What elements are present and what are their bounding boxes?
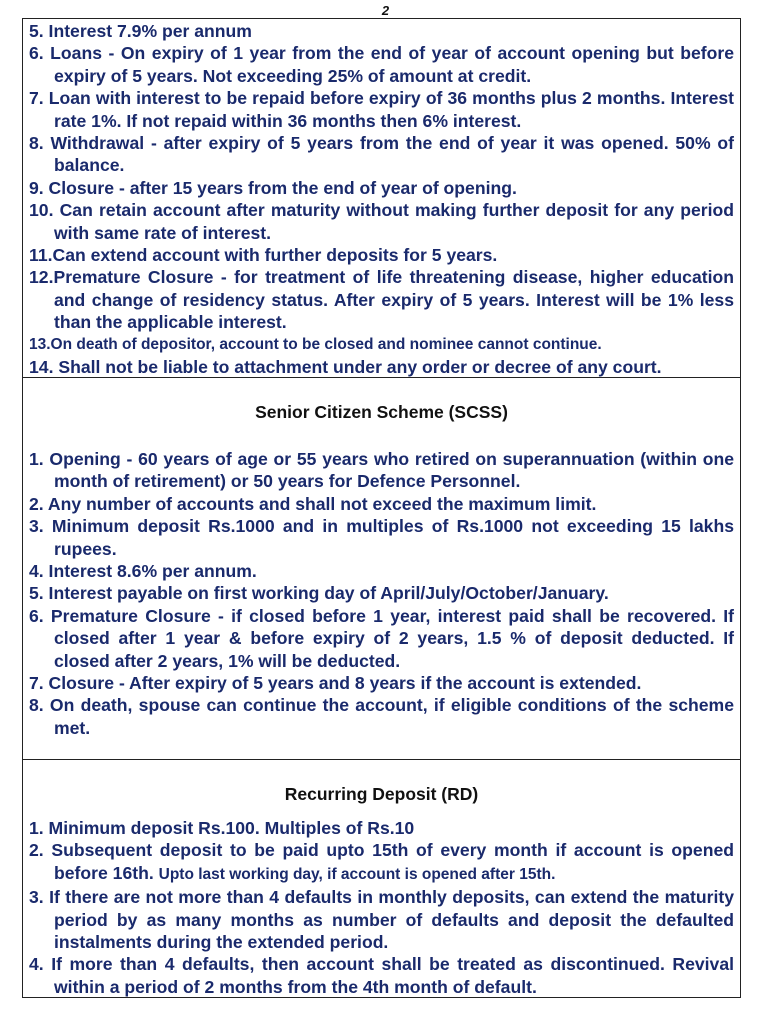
list-item: 10. Can retain account after maturity without making further deposit for any period with same rate of interest. xyxy=(29,200,734,243)
list-item: 14. Shall not be liable to attachment under any order or decree of any court. xyxy=(29,357,662,378)
list-item: 13.On death of depositor, account to be closed and nominee cannot continue. xyxy=(29,335,602,353)
list-item: 1. Minimum deposit Rs.100. Multiples of Rs.10 xyxy=(29,818,415,838)
rules-list xyxy=(23,817,740,998)
section-heading: Senior Citizen Scheme (SCSS) xyxy=(255,402,508,422)
list-item xyxy=(29,839,734,886)
list-item: 5. Interest 7.9% per annum xyxy=(29,21,252,41)
section-heading: Recurring Deposit (RD) xyxy=(284,784,479,804)
rules-list xyxy=(23,448,740,739)
list-item: 7. Loan with interest to be repaid before expiry of 36 months plus 2 months. Interest rate 1%. If not repaid within 36 months then 6% interest. xyxy=(29,88,734,131)
section-scss xyxy=(22,377,741,760)
list-item: 1. Opening - 60 years of age or 55 years who retired on superannuation (within one month of retirement) or 50 years for Defence Personnel. xyxy=(29,449,734,492)
list-item: 8. Withdrawal - after expiry of 5 years from the end of year it was opened. 50% of balance. xyxy=(29,133,734,176)
list-item: 4. Interest 8.6% per annum. xyxy=(29,561,257,582)
list-item: 3. Minimum deposit Rs.1000 and in multiples of Rs.1000 not exceeding 15 lakhs rupees. xyxy=(29,516,734,559)
list-item: 11.Can extend account with further deposits for 5 years. xyxy=(29,245,498,266)
list-item: 4. If more than 4 defaults, then account shall be treated as discontinued. Revival within a period of 2 months from the 4th month of default. xyxy=(29,954,734,997)
list-item-note: Upto last working day, if account is opened after 15th. xyxy=(158,865,556,883)
list-item: 3. If there are not more than 4 defaults in monthly deposits, can extend the maturity period by as many months as number of defaults and deposit the defaulted instalments during the extended period. xyxy=(29,887,734,953)
list-item: 5. Interest payable on first working day of April/July/October/January. xyxy=(29,583,609,604)
page-number: 2 xyxy=(381,3,390,18)
list-item: 12.Premature Closure - for treatment of life threatening disease, higher education and change of residency status. After expiry of 5 years. Interest will be 1% less than the applicable interest. xyxy=(29,267,734,333)
section-ppf-continued xyxy=(22,18,741,378)
list-item: 8. On death, spouse can continue the account, if eligible conditions of the scheme met. xyxy=(29,695,734,738)
list-item-text: 2. Subsequent deposit to be paid upto 15th of every month if account is opened before 16th. xyxy=(29,840,734,883)
list-item: 6. Premature Closure - if closed before 1 year, interest paid shall be recovered. If closed after 1 year & before expiry of 2 years, 1.5 % of deposit deducted. If closed after 2 years, 1% will be deducted. xyxy=(29,605,734,671)
list-item: 6. Loans - On expiry of 1 year from the end of year of account opening but before expiry of 5 years. Not exceeding 25% of amount at credit. xyxy=(29,43,734,86)
list-item: 2. Any number of accounts and shall not exceed the maximum limit. xyxy=(29,493,597,514)
list-item: 9. Closure - after 15 years from the end of year of opening. xyxy=(29,177,517,198)
rules-list xyxy=(23,19,740,379)
section-rd xyxy=(22,759,741,998)
list-item: 7. Closure - After expiry of 5 years and 8 years if the account is extended. xyxy=(29,673,642,694)
